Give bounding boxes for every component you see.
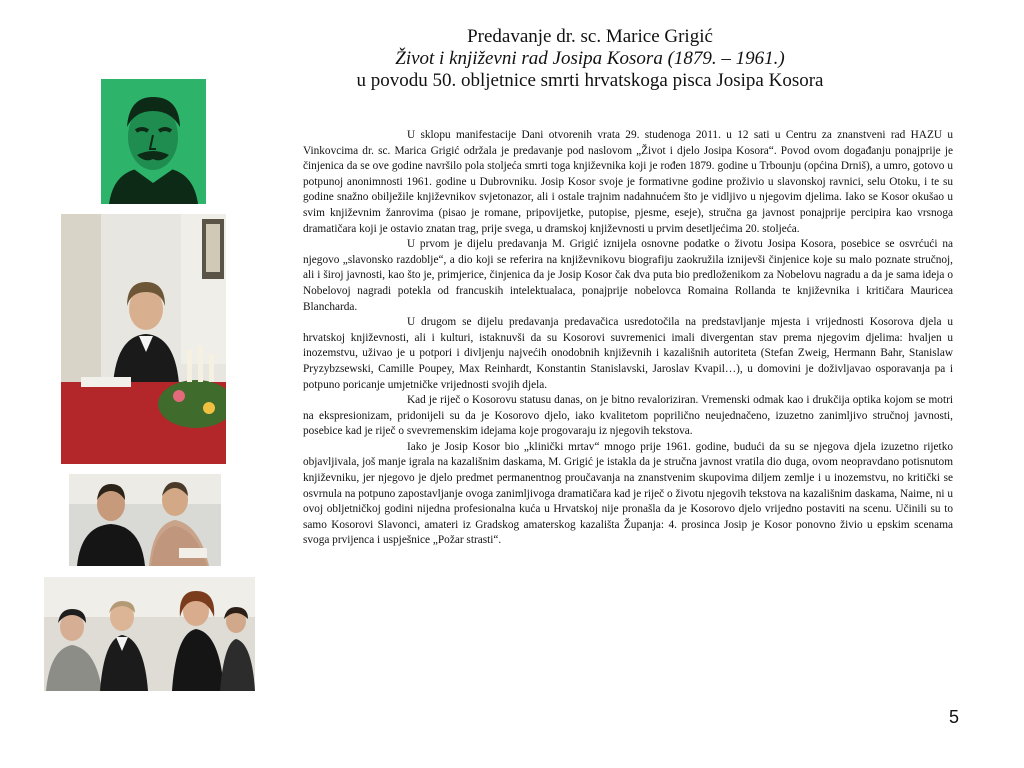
title-line-1: Predavanje dr. sc. Marice Grigić bbox=[467, 26, 713, 47]
title-line-2: Život i književni rad Josipa Kosora (1879. – 1961.) bbox=[395, 48, 785, 69]
title-line-3: u povodu 50. obljetnice smrti hrvatskoga pisca Josipa Kosora bbox=[356, 70, 824, 91]
article-paragraph-3: U drugom se dijelu predavanja predavačica usredotočila na predstavljanje mjesta i vrijednosti Kosorova djela u hrvatskoj književnosti, ali i kulturi, istaknuvši da su Kosorovi suvremenici imali divergentan stav prema njegovim djelima: hvaljen u inozemstvu, uživao je u potpori i divljenju najvećih onodobnih književnih i kazališnih autoriteta (Stefan Zweig, Hermann Bahr, Stanislaw Pryzybzsewski, Camille Poupey, Max Reinhardt, Konstantin Stanislavski, Jaroslav Kvapil…), u domovini je doživljavao osporavanja pa i potpuno poricanje umjetničke vrijednosti svojih djela. bbox=[303, 316, 953, 391]
article-paragraph-4: Kad je riječ o Kosorovu statusu danas, on je bitno revaloriziran. Vremenski odmak kao i drukčija optika kojom se motri na ekspresionizam, pridonijeli su da je Kosorovo djelo, iako kvalitetom poprilično neujednačeno, izuzetno zanimljivo stručnoj javnosti, posebice kad je riječ o svevremenskim idejama koje progovaraju iz njegovih tekstova. bbox=[303, 394, 953, 438]
lecturer-at-table-image bbox=[61, 214, 226, 464]
audience-women-image bbox=[44, 577, 255, 691]
article-body bbox=[303, 128, 953, 549]
article-paragraph-5: Iako je Josip Kosor bio „klinički mrtav“ mnogo prije 1961. godine, budući da su se njegova djela izuzetno rijetko objavljivala, još manje igrala na kazališnim daskama, M. Grigić je istakla da je stručna javnost vratila dio duga, ovom neopravdano potisnutom književniku, jer njegovo je djelo predmet permanentnog proučavanja na znanstvenim skupovima diljem zemlje i u inozemstvu, no kritički se osvrnula na potpuno zapostavljanje ovoga zanimljivoga dramatičara kad je riječ o životu njegovih tekstova na kazališnim daskama, Naime, ni u ovoj obljetničkoj godini nijedna profesionalna kuća u Hrvatskoj nije pronašla da je Kosorovo djelo vrijedno postaviti na scenu. Učinili su to samo Kosorovi Slavonci, amateri iz Gradskog amaterskog kazališta Županja: 4. prosinca Josip je Kosor ponovno živio u epskim scenama svoga prvijenca i uspješnice „Požar strasti“. bbox=[303, 440, 953, 547]
article-paragraph-1: U sklopu manifestacije Dani otvorenih vrata 29. studenoga 2011. u 12 sati u Centru za znanstveni rad HAZU u Vinkovcima dr. sc. Marica Grigić održala je predavanje pod naslovom „Život i djelo Josipa Kosora“. Povod ovom događanju ponajprije je činjenica da se ove godine navršilo pola stoljeća smrti toga književnika koji je rođen 1879. godine u Trbounju (općina Drniš), a umro, gotovo u potpunoj anonimnosti 1961. godine u Dubrovniku. Josip Kosor svoje je formativne godine proživio u slavonskoj ravnici, selu Otoku, i te su godine snažno obilježile književnikov svjetonazor, ali i ostale trajnim nadahnućem što je vidljivo u njegovim djelima. Iako se Kosor okušao u svim književnim žanrovima (pisao je romane, pripovijetke, putopise, pjesme, eseje), stručna ga javnost ponajprije percipira kao vrsnoga dramatičara koji je ostavio znatan trag, prije svega, u dramskoj književnosti u prvim desetljećima 20. stoljeća. bbox=[303, 129, 953, 235]
audience-two-men-image bbox=[69, 474, 221, 566]
portrait-josip-kosor-image bbox=[101, 79, 206, 204]
slide-title bbox=[300, 26, 880, 92]
article-paragraph-2: U prvom je dijelu predavanja M. Grigić iznijela osnovne podatke o životu Josipa Kosora, posebice se osvrćući na njegovo „slavonsko razdoblje“, a dio koji se referira na književnikovu biografiju zaokružila iznijevši činjenice koje su malo poznate stručnoj, ali i široj javnosti, kao što je, primjerice, činjenica da je Josip Kosor čak dva puta bio predloženikom za Nobelovu nagradu a da je sama ideja o Nobelovoj nagradi potekla od francuskih intelektualaca, ponajprije nobelovca Romaina Rollanda te književnika i kritičara Mauricea Blancharda. bbox=[303, 238, 953, 313]
page-number: 5 bbox=[949, 707, 960, 727]
